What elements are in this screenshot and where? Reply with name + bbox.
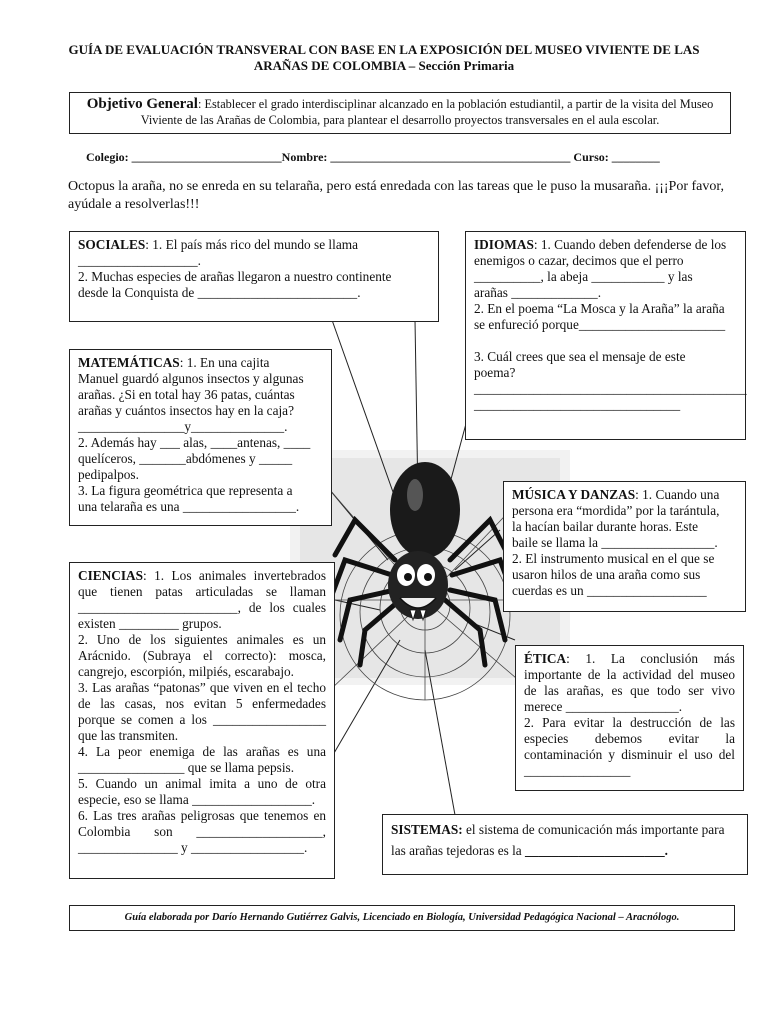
musica-line-2: persona era “mordida” por la tarántula, xyxy=(512,503,720,518)
sistemas-line-2: las arañas tejedoras es la xyxy=(391,843,526,858)
ciencias-item-6: 6. Las tres arañas peligrosas que tenemos en Colombia son ___________________, _______________ y _________________. xyxy=(78,808,326,855)
sociales-line-2: __________________. xyxy=(78,253,201,268)
idiomas-line-6: se enfureció porque______________________ xyxy=(474,317,726,332)
musica-line-6: usaron hilos de una araña como sus xyxy=(512,567,701,582)
sociales-label: SOCIALES xyxy=(78,237,146,252)
author-footer: Guía elaborada por Darío Hernando Gutiérrez Galvis, Licenciado en Biología, Universidad Pedagógica Nacional – Aracnólogo. xyxy=(69,905,735,931)
ciencias-item-2: 2. Uno de los siguientes animales es un Arácnido. (Subraya el correcto): mosca, cangrejo, escorpión, milpiés, escarabajo. xyxy=(78,632,326,679)
idiomas-label: IDIOMAS xyxy=(474,237,534,252)
etica-item-2: 2. Para evitar la destrucción de las especies debemos evitar la contaminación y disminuir el uso del ________________ xyxy=(524,715,735,778)
idiomas-line-9: poema? xyxy=(474,365,516,380)
etica-box xyxy=(515,645,744,791)
ciencias-item-4: 4. La peor enemiga de las arañas es una ________________ que se llama pepsis. xyxy=(78,744,326,775)
musica-line-7: cuerdas es un __________________ xyxy=(512,583,707,598)
objective-box xyxy=(69,92,731,134)
sistemas-line-1: el sistema de comunicación más importante para xyxy=(462,822,725,837)
matematicas-line-5: ________________y______________. xyxy=(78,419,288,434)
idiomas-line-7 xyxy=(474,333,737,349)
sociales-box xyxy=(69,231,439,322)
matematicas-box xyxy=(69,349,332,526)
sociales-line-1: : 1. El país más rico del mundo se llama xyxy=(145,237,358,252)
musica-line-5: 2. El instrumento musical en el que se xyxy=(512,551,715,566)
idiomas-line-3: __________, la abeja ___________ y las xyxy=(474,269,693,284)
objective-label: Objetivo General xyxy=(86,96,198,112)
spider-abdomen-highlight xyxy=(407,479,423,511)
musica-line-1: : 1. Cuando una xyxy=(635,487,720,502)
title-line-2: ARAÑAS DE COLOMBIA – Sección Primaria xyxy=(253,58,515,73)
ciencias-item-1: : 1. Los animales invertebrados que tienen patas articuladas se llaman ________________________, de los cuales existen _________ grupos. xyxy=(78,568,326,631)
sociales-line-3: 2. Muchas especies de arañas llegaron a nuestro continente xyxy=(78,269,392,284)
idiomas-line-8: 3. Cuál crees que sea el mensaje de este xyxy=(474,349,686,364)
ciencias-item-3: 3. Las arañas “patonas” que viven en el techo de las casas, nos evitan 5 enfermedades porque se comen a los _________________ que las transmiten. xyxy=(78,680,326,743)
musica-line-3: la hacían bailar durante horas. Este xyxy=(512,519,699,534)
matematicas-line-2: Manuel guardó algunos insectos y algunas xyxy=(78,371,304,386)
idiomas-line-10: _________________________________________ xyxy=(474,381,747,396)
idiomas-line-5: 2. En el poema “La Mosca y la Araña” la araña xyxy=(474,301,725,316)
idiomas-line-2: enemigos o cazar, decimos que el perro xyxy=(474,253,684,268)
matematicas-line-9: 3. La figura geométrica que representa a xyxy=(78,483,293,498)
etica-label: ÉTICA xyxy=(524,651,567,666)
sistemas-blank: _____________________. xyxy=(525,843,668,858)
idiomas-line-11: _______________________________ xyxy=(474,397,681,412)
ciencias-box xyxy=(69,562,335,879)
idiomas-line-1: : 1. Cuando deben defenderse de los xyxy=(533,237,727,252)
document-title xyxy=(60,42,708,74)
matematicas-label: MATEMÁTICAS xyxy=(78,355,180,370)
musica-line-4: baile se llama la _________________. xyxy=(512,535,718,550)
matematicas-line-8: pedipalpos. xyxy=(78,467,139,482)
objective-text: : Establecer el grado interdisciplinar alcanzado en la población estudiantil, a partir de la visita del Museo Viviente de las Arañas de Colombia, para plantear el desarrollo proyectos transversales en el aula escolar. xyxy=(140,97,714,127)
idiomas-line-4: arañas _____________. xyxy=(474,285,602,300)
matematicas-line-1: : 1. En una cajita xyxy=(179,355,270,370)
idiomas-box xyxy=(465,231,746,440)
intro-paragraph: Octopus la araña, no se enreda en su telaraña, pero está enredada con las tareas que le puso la musaraña. ¡¡¡Por favor, ayúdale a resolverlas!!! xyxy=(68,179,724,212)
matematicas-line-6: 2. Además hay ___ alas, ____antenas, ____ xyxy=(78,435,311,450)
matematicas-line-4: arañas y cuántos insectos hay en la caja? xyxy=(78,403,294,418)
spider-head xyxy=(388,551,448,619)
matematicas-line-3: arañas. ¿Si en total hay 36 patas, cuántas xyxy=(78,387,295,402)
ciencias-label: CIENCIAS xyxy=(78,568,144,583)
etica-item-1: : 1. La conclusión más importante de la actividad del museo de las arañas, es que todo ser vivo merece _________________. xyxy=(524,651,735,714)
sistemas-label: SISTEMAS: xyxy=(391,822,463,837)
title-line-1: GUÍA DE EVALUACIÓN TRANSVERAL CON BASE EN LA EXPOSICIÓN DEL MUSEO VIVIENTE DE LAS xyxy=(68,42,700,57)
sociales-line-4: desde la Conquista de ________________________. xyxy=(78,285,361,300)
musica-danzas-box xyxy=(503,481,746,612)
sistemas-box xyxy=(382,814,748,875)
student-info-line: Colegio: _________________________Nombre: ________________________________________ Curso: ________ xyxy=(86,150,660,164)
spider-abdomen xyxy=(390,462,460,558)
matematicas-line-10: una telaraña es una _________________. xyxy=(78,499,300,514)
musica-label: MÚSICA Y DANZAS xyxy=(512,487,636,502)
matematicas-line-7: quelíceros, _______abdómenes y _____ xyxy=(78,451,293,466)
ciencias-item-5: 5. Cuando un animal imita a uno de otra especie, eso se llama __________________. xyxy=(78,776,326,807)
